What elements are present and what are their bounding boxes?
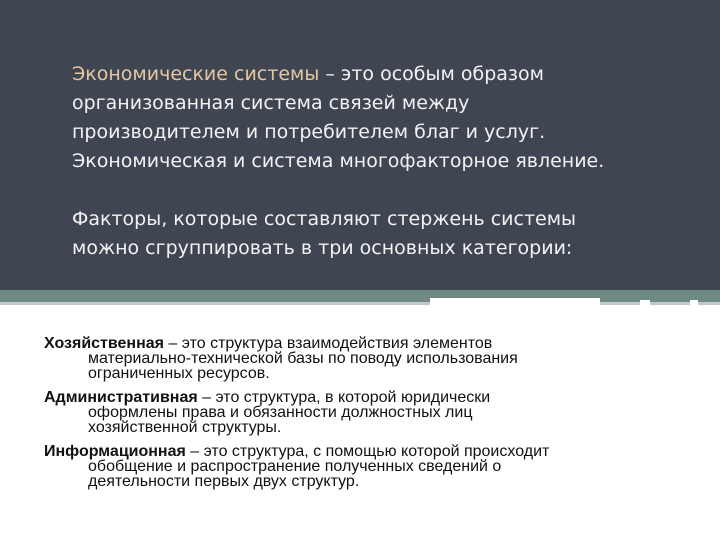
category-definition: – это структура, с помощью которой происходит (185, 443, 550, 460)
intro-text (72, 60, 692, 263)
category-definition: – это структура взаимодействия элементов (163, 335, 493, 352)
category-first-line (44, 444, 684, 459)
category-continuation: хозяйственной структуры. (88, 419, 282, 436)
divider-band-light (0, 302, 720, 305)
category-first-line (44, 336, 684, 351)
intro-line: производителем и потребителем благ и услуг. (72, 121, 546, 143)
category-first-line (44, 390, 684, 405)
category-item (44, 336, 684, 381)
category-list (44, 336, 684, 498)
category-continuation: оформлены права и обязанности должностных лиц (88, 404, 473, 421)
category-name: Хозяйственная (44, 335, 164, 352)
category-continuation: ограниченных ресурсов. (88, 365, 270, 382)
divider-gap (430, 298, 600, 324)
category-definition: – это структура, в которой юридически (197, 389, 491, 406)
category-continuation: материально-технической базы по поводу использования (88, 350, 518, 367)
category-name: Административная (44, 389, 198, 406)
definition-start: – это особым образом (319, 63, 544, 85)
category-continuation: обобщение и распространение полученных сведений о (88, 458, 502, 475)
factors-line: Факторы, которые составляют стержень системы (72, 208, 577, 230)
intro-line (72, 60, 692, 89)
intro-line: Экономическая и система многофакторное явление. (72, 150, 605, 172)
category-continuation: деятельности первых двух структур. (88, 473, 360, 490)
divider-gap (640, 300, 650, 318)
category-name: Информационная (44, 443, 186, 460)
category-item (44, 390, 684, 435)
paragraph-gap (72, 176, 692, 205)
factors-line: можно сгруппировать в три основных категории: (72, 237, 573, 259)
category-item (44, 444, 684, 489)
divider-band (0, 290, 720, 302)
term-heading: Экономические системы (72, 63, 320, 85)
divider-gap (690, 300, 698, 324)
intro-line: организованная система связей между (72, 92, 470, 114)
